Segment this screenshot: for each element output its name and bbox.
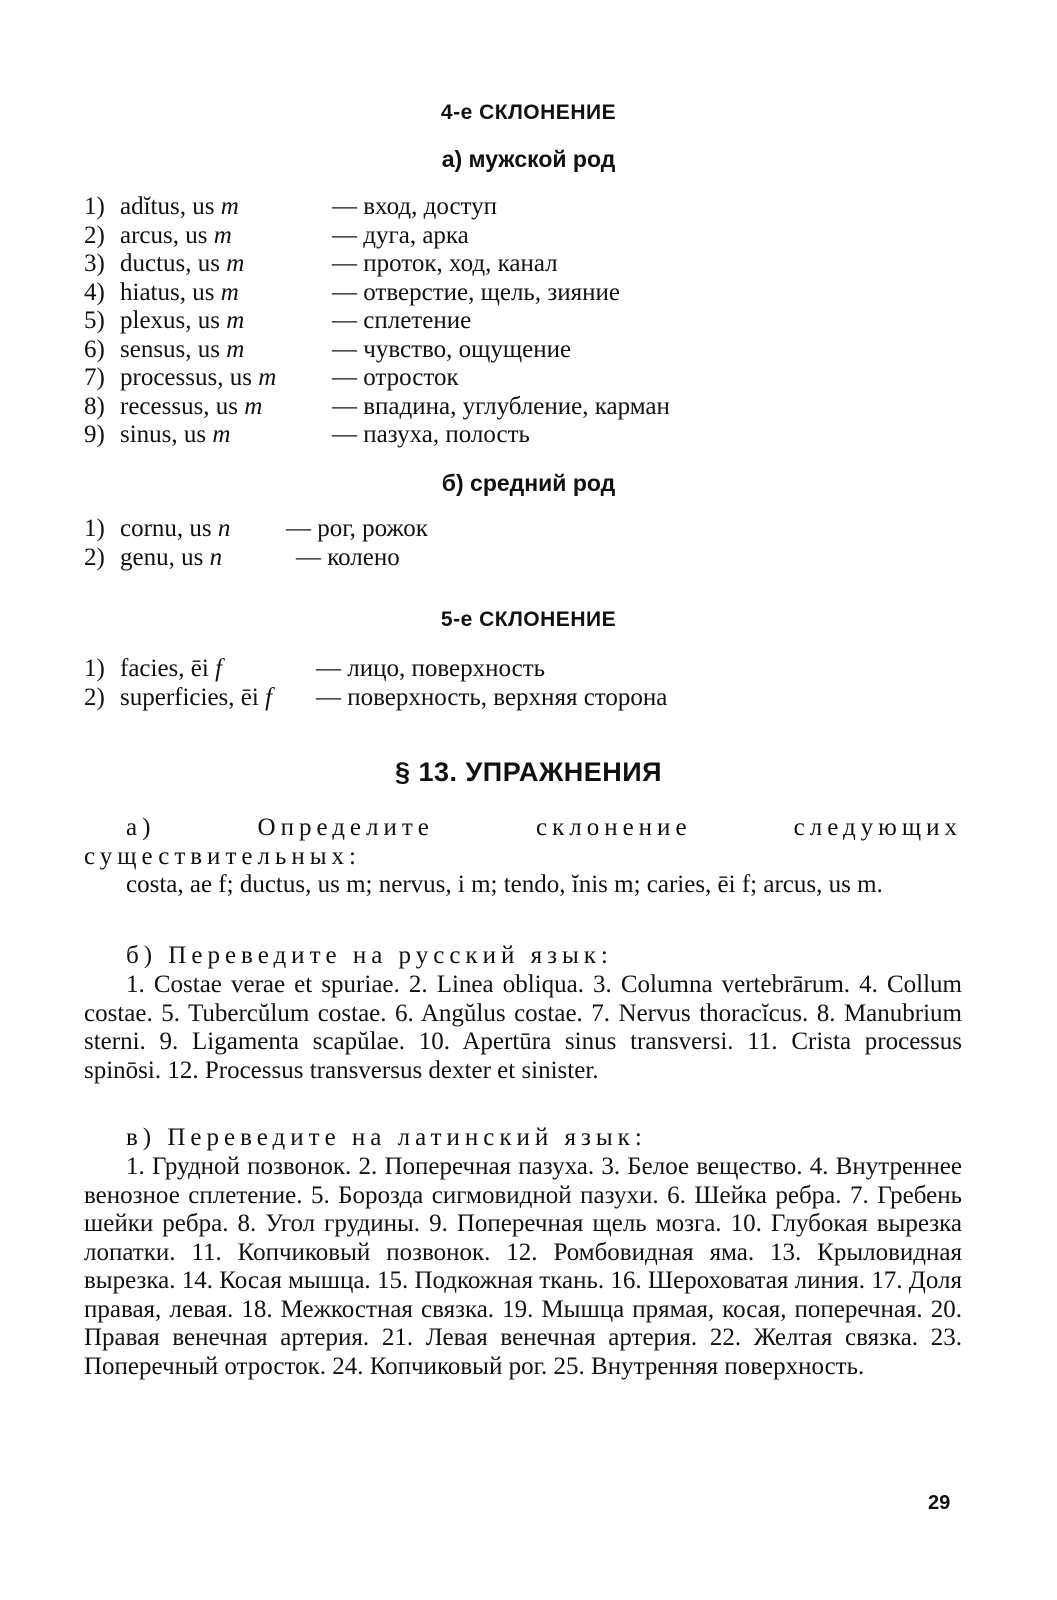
masculine-heading: а) мужской род [441, 146, 616, 172]
exercises-section-title: § 13. УПРАЖНЕНИЯ [394, 757, 663, 787]
exercise-b-text: 1. Costae verae et spuriae. 2. Linea obliqua. 3. Columna vertebrārum. 4. Collum costae. 5. Tubercŭlum costae. 6. Angŭlus costae. 7. Nervus thoracĭcus. 8. Manubrium sterni. 9. Ligamenta scapŭlae. 10. Apertūra sinus transversi. 11. Crista processus spinōsi. 12. Processus transversus dexter et sinister. [84, 971, 962, 1084]
neuter-heading: б) средний род [441, 470, 616, 496]
fifth-declension-title: 5-е СКЛОНЕНИЕ [440, 608, 617, 631]
page-number: 29 [928, 1492, 951, 1514]
exercise-b-instruction: б) Переведите на русский язык: [126, 942, 613, 969]
book-page: 4-е СКЛОНЕНИЕ а) мужской род 1) adĭtus, us m — вход, доступ 2) arcus, us m — дуга, арка 3) ductus, us m — проток, ход, канал 4) hiatus, us m — отверстие, щель, зияние 5) plexus, us m — сплетение 6) sensus, us m — чувство, ощущение 7) processus, us m — отросток 8) recessus, us m — впадина, углубление, карман 9) sinus, us m — пазуха, полость б) средний род 1) cornu, us n — рог, рожок 2) genu, us n — колено 5-е СКЛОНЕНИЕ 1) facies, ēi f — лицо, поверхность 2) superficies, ēi f — поверхность, верхняя сторона § 13. УПРАЖНЕНИЯ а) Определите склонение следующих существительных: costa, ae f; ductus, us m; nervus, i m; tendo, ĭnis m; caries, ēi f; arcus, us m. б) Переведите на русский язык: 1. Costae verae et spuriae. 2. Linea obliqua. 3. Columna vertebrārum. 4. Collum costae. 5. Tubercŭlum costae. 6. Angŭlus costae. 7. Nervus thoracĭcus. 8. Manubrium sterni. 9. Ligamenta scapŭlae. 10. Apertūra sinus transversi. 11. Crista processus spinōsi. 12. Processus transversus dexter et sinister. в) Переведите на латинский язык: 1. Грудной позвонок. 2. Поперечная пазуха. 3. Белое вещество. 4. Внутреннее венозное сплетение. 5. Борозда сигмовидной пазухи. 6. Шейка ребра. 7. Гребень шейки ребра. 8. Угол грудины. 9. Поперечная щель мозга. 10. Глубокая вырезка лопатки. 11. Копчиковый позвонок. 12. Ромбовидная яма. 13. Крыловидная вырезка. 14. Косая мышца. 15. Подкожная ткань. 16. Шероховатая линия. 17. Доля правая, левая. 18. Межкостная связка. 19. Мышца прямая, косая, поперечная. 20. Правая венечная артерия. 21. Левая венечная артерия. 22. Желтая связка. 23. Поперечный отросток. 24. Копчиковый рог. 25. Внутренняя поверхность. 29 [0, 0, 1057, 1600]
exercise-a-words: costa, ae f; ductus, us m; nervus, i m; tendo, ĭnis m; caries, ēi f; arcus, us m. [126, 871, 883, 898]
exercise-a-instruction: а) Определите склонение следующих существительных: [84, 814, 962, 870]
exercise-c-instruction: в) Переведите на латинский язык: [126, 1124, 647, 1151]
exercise-c-text: 1. Грудной позвонок. 2. Поперечная пазуха. 3. Белое вещество. 4. Внутреннее венозное сплетение. 5. Борозда сигмовидной пазухи. 6. Шейка ребра. 7. Гребень шейки ребра. 8. Угол грудины. 9. Поперечная щель мозга. 10. Глубокая вырезка лопатки. 11. Копчиковый позвонок. 12. Ромбовидная яма. 13. Крыловидная вырезка. 14. Косая мышца. 15. Подкожная ткань. 16. Шероховатая линия. 17. Доля правая, левая. 18. Межкостная связка. 19. Мышца прямая, косая, поперечная. 20. Правая венечная артерия. 21. Левая венечная артерия. 22. Желтая связка. 23. Поперечный отросток. 24. Копчиковый рог. 25. Внутренняя поверхность. [84, 1153, 962, 1380]
fourth-declension-title: 4-е СКЛОНЕНИЕ [440, 101, 617, 124]
